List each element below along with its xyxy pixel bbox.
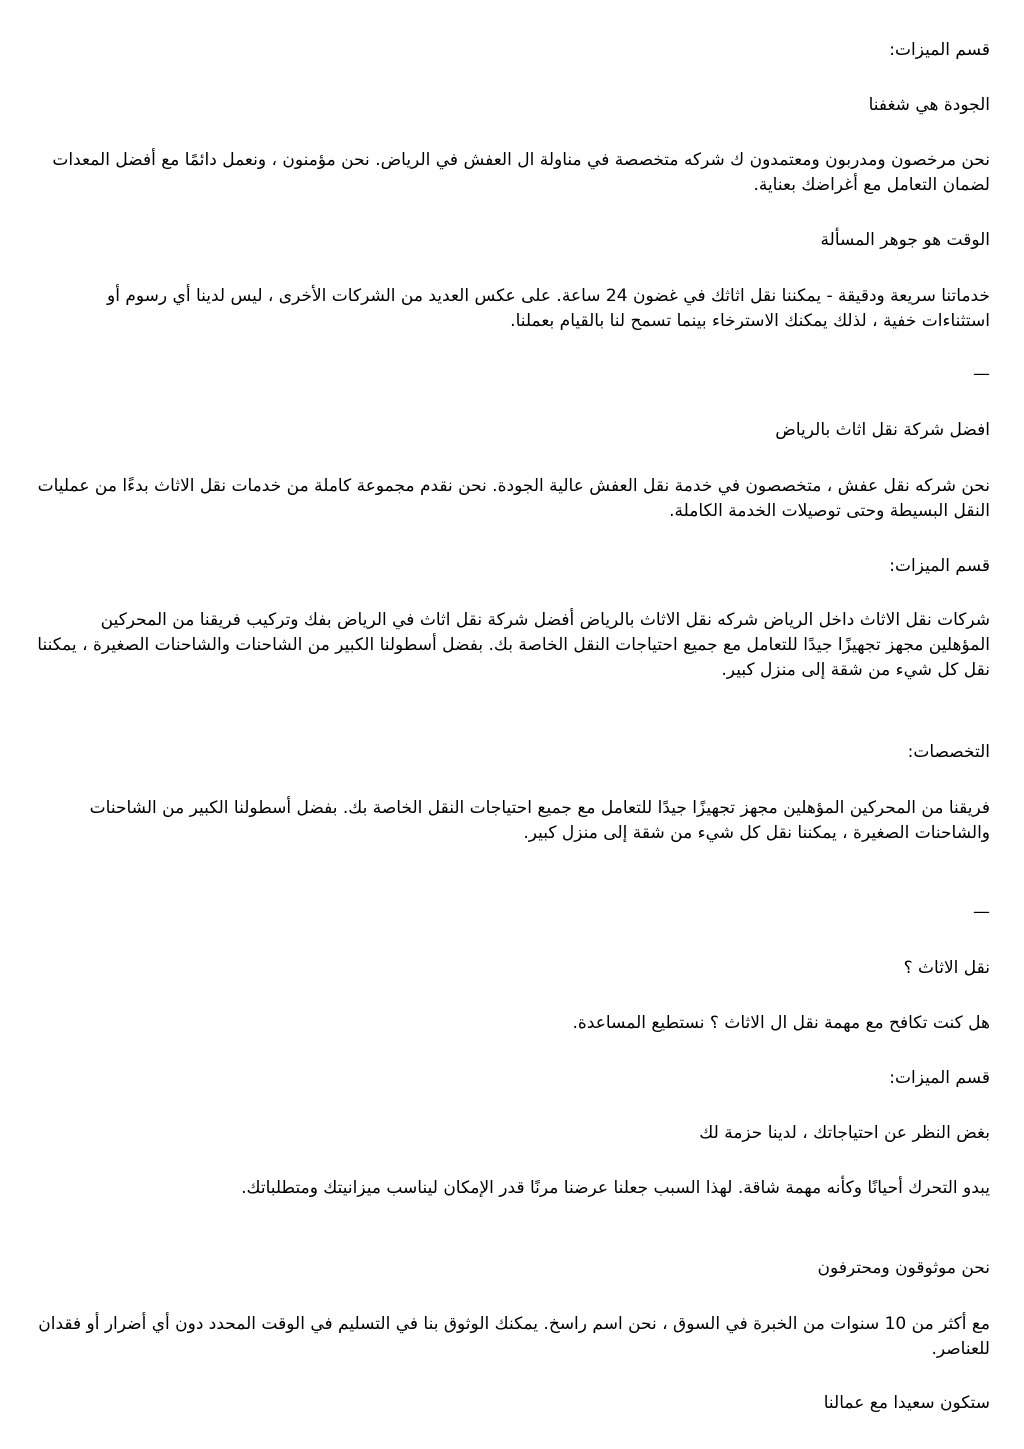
- heading-time-essence: الوقت هو جوهر المسألة: [820, 230, 990, 250]
- section-heading-features-2: قسم الميزات:: [889, 556, 990, 576]
- heading-happy-workers: ستكون سعيدا مع عمالنا: [823, 1393, 990, 1413]
- heading-package: بغض النظر عن احتياجاتك ، لدينا حزمة لك: [699, 1123, 990, 1143]
- paragraph-struggle: هل كنت تكافح مع مهمة نقل ال الاثاث ؟ نستطيع المساعدة.: [572, 1013, 990, 1033]
- heading-quality-passion: الجودة هي شغفنا: [868, 95, 990, 115]
- section-heading-features-1: قسم الميزات:: [889, 40, 990, 60]
- paragraph-licensed: نحن مرخصون ومدربون ومعتمدون ك شركه متخصصة في مناولة ال العفش في الرياض. نحن مؤمنون ، ونعمل دائمًا مع أفضل المعدات لضمان التعامل مع أغراضك بعناية.: [52, 150, 990, 195]
- heading-specialties: التخصصات:: [907, 742, 990, 762]
- paragraph-moving-company: نحن شركه نقل عفش ، متخصصون في خدمة نقل العفش عالية الجودة. نحن نقدم مجموعة كاملة من خدمات نقل الاثاث بدءًا من عمليات النقل البسيطة وحتى توصيلات الخدمة الكاملة.: [37, 476, 990, 521]
- heading-best-company: افضل شركة نقل اثاث بالرياض: [775, 420, 990, 440]
- paragraph-riyadh-companies: شركات نقل الاثاث داخل الرياض شركه نقل الاثاث بالرياض أفضل شركة نقل اثاث في الرياض بفك وتركيب فريقنا من المحركين المؤهلين مجهز تجهيزًا جيدًا للتعامل مع جميع احتياجات النقل الخاصة بك. بفضل أسطولنا الكبير من الشاحنات والشاحنات الصغيرة ، يمكننا نقل كل شيء من شقة إلى منزل كبير.: [37, 610, 990, 680]
- paragraph-fast-services: خدماتنا سريعة ودقيقة - يمكننا نقل اثاثك في غضون 24 ساعة. على عكس العديد من الشركات الأخرى ، ليس لدينا أي رسوم أو استثناءات خفية ، لذلك يمكنك الاسترخاء بينما تسمح لنا بالقيام بعملنا.: [107, 286, 990, 331]
- paragraph-team: فريقنا من المحركين المؤهلين مجهز تجهيزًا جيدًا للتعامل مع جميع احتياجات النقل الخاصة بك. بفضل أسطولنا الكبير من الشاحنات والشاحنات الصغيرة ، يمكننا نقل كل شيء من شقة إلى منزل كبير.: [89, 798, 990, 843]
- separator-2: —: [973, 902, 990, 922]
- section-heading-features-3: قسم الميزات:: [889, 1068, 990, 1088]
- paragraph-flexible-offer: يبدو التحرك أحيانًا وكأنه مهمة شاقة. لهذا السبب جعلنا عرضنا مرنًا قدر الإمكان ليناسب ميزانيتك ومتطلباتك.: [241, 1178, 990, 1198]
- heading-reliable: نحن موثوقون ومحترفون: [817, 1258, 990, 1278]
- separator-1: —: [973, 364, 990, 384]
- heading-furniture-moving: نقل الاثاث ؟: [903, 958, 990, 978]
- paragraph-experience: مع أكثر من 10 سنوات من الخبرة في السوق ، نحن اسم راسخ. يمكنك الوثوق بنا في التسليم في الوقت المحدد دون أي أضرار أو فقدان للعناصر.: [38, 1314, 990, 1359]
